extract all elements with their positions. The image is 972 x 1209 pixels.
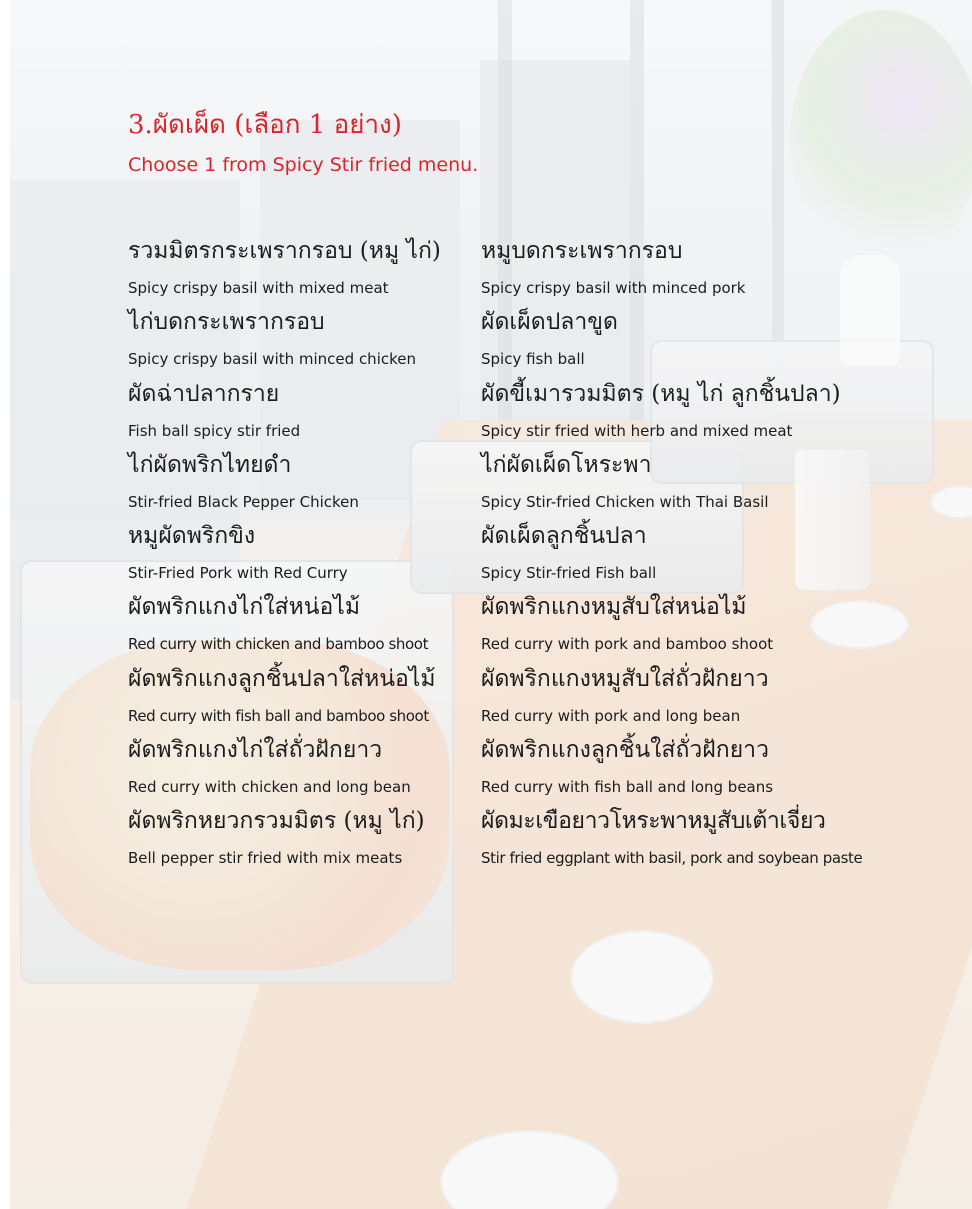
menu-item-english: Red curry with pork and bamboo shoot: [481, 635, 774, 654]
menu-item-thai: ผัดมะเขือยาวโหระพาหมูสับเต้าเจี่ยว: [481, 808, 826, 835]
menu-item-english: Spicy Stir-fried Fish ball: [481, 564, 657, 583]
menu-item-english: Spicy fish ball: [481, 350, 585, 369]
menu-item: [128, 802, 473, 873]
menu-item-english: Red curry with fish ball and bamboo shoot: [128, 706, 429, 725]
menu-item-english: Spicy crispy basil with minced pork: [481, 279, 746, 297]
menu-item-english: Red curry with fish ball and long beans: [481, 778, 774, 797]
menu-item-english: Red curry with chicken and bamboo shoot: [128, 635, 429, 654]
menu-item-english: Stir-Fried Pork with Red Curry: [128, 564, 348, 583]
menu-item: [128, 660, 473, 731]
menu-item-thai: ผัดฉ่าปลากราย: [128, 380, 280, 407]
section-title-english: Choose 1 from Spicy Stir fried menu.: [128, 154, 479, 176]
menu-item: [481, 731, 961, 802]
menu-item: [128, 375, 473, 446]
menu-item: [128, 588, 473, 659]
menu-item-english: Spicy stir fried with herb and mixed meat: [481, 421, 793, 440]
menu-item-thai: ผัดพริกแกงลูกชิ้นปลาใส่หน่อไม้: [128, 665, 436, 692]
menu-item-thai: ไก่ผัดเผ็ดโหระพา: [481, 451, 652, 478]
menu-item-thai: ไก่ผัดพริกไทยดำ: [128, 451, 292, 478]
menu-item: [481, 517, 961, 588]
menu-item: [128, 446, 473, 517]
menu-item: [128, 731, 473, 802]
menu-item-thai: ผัดเผ็ดลูกชิ้นปลา: [481, 523, 647, 550]
menu-item-thai: ไก่บดกระเพรากรอบ: [128, 309, 325, 336]
menu-item-english: Stir-fried Black Pepper Chicken: [128, 492, 359, 511]
menu-item: [481, 660, 961, 731]
menu-item: [128, 303, 473, 374]
menu-item-english: Fish ball spicy stir fried: [128, 421, 301, 440]
menu-item-english: Spicy crispy basil with mixed meat: [128, 279, 389, 297]
menu-item-english: Spicy crispy basil with minced chicken: [128, 350, 416, 369]
menu-item-thai: ผัดพริกหยวกรวมมิตร (หมู ไก่): [128, 808, 425, 835]
menu-item-thai: รวมมิตรกระเพรากรอบ (หมู ไก่): [128, 238, 441, 264]
menu-item-english: Bell pepper stir fried with mix meats: [128, 849, 403, 868]
menu-item: [128, 517, 473, 588]
menu-item-thai: ผัดพริกแกงหมูสับใส่ถั่วฝักยาว: [481, 665, 769, 692]
menu-item-thai: ผัดพริกแกงลูกชิ้นใส่ถั่วฝักยาว: [481, 737, 770, 764]
menu-item-thai: ผัดพริกแกงไก่ใส่หน่อไม้: [128, 594, 361, 621]
menu-item-thai: ผัดขี้เมารวมมิตร (หมู ไก่ ลูกชิ้นปลา): [481, 380, 841, 407]
menu-item: [481, 375, 961, 446]
menu-item-thai: ผัดพริกแกงไก่ใส่ถั่วฝักยาว: [128, 737, 383, 764]
menu-item: [481, 303, 961, 374]
menu-item-thai: หมูผัดพริกขิง: [128, 523, 256, 550]
menu-item-thai: ผัดเผ็ดปลาขูด: [481, 309, 618, 336]
menu-item-english: Red curry with chicken and long bean: [128, 778, 411, 797]
menu-item: [481, 232, 961, 303]
menu-item: [128, 232, 473, 303]
menu-item-thai: ผัดพริกแกงหมูสับใส่หน่อไม้: [481, 594, 747, 621]
menu-item-english: Spicy Stir-fried Chicken with Thai Basil: [481, 492, 769, 511]
section-title-thai: 3.ผัดเผ็ด (เลือก 1 อย่าง): [128, 110, 402, 140]
menu-item: [481, 446, 961, 517]
menu-item-thai: หมูบดกระเพรากรอบ: [481, 238, 683, 264]
menu-column-left: [128, 232, 473, 874]
menu-item-english: Red curry with pork and long bean: [481, 706, 741, 725]
menu-column-right: [481, 232, 961, 874]
menu-item: [481, 802, 961, 873]
menu-item: [481, 588, 961, 659]
menu-item-english: Stir fried eggplant with basil, pork and soybean paste: [481, 849, 863, 868]
